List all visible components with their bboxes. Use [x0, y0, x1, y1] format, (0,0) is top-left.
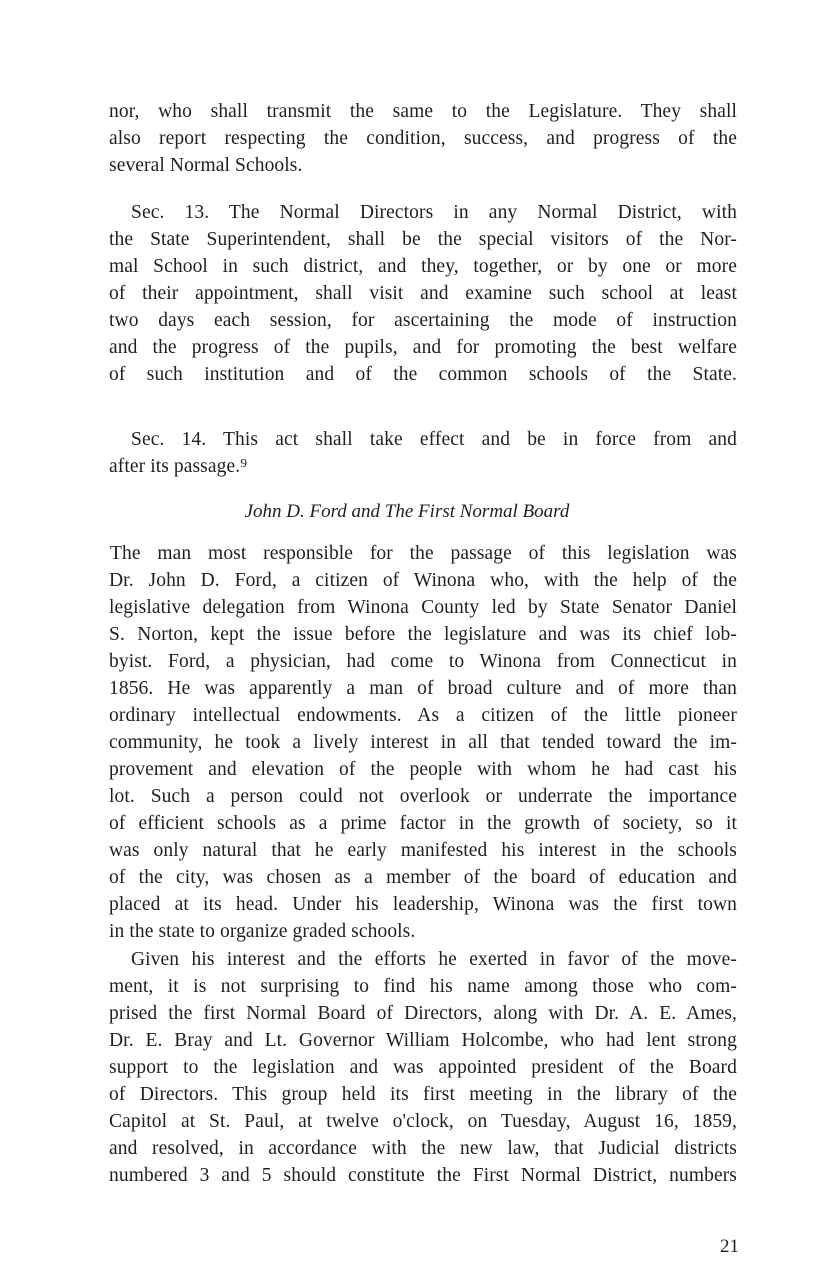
text-line: numbered 3 and 5 should constitute the First Normal District, numbers: [109, 1165, 737, 1186]
text-line: of their appointment, shall visit and examine such school at least: [109, 283, 737, 304]
paragraph-sec-14: [109, 426, 737, 480]
text-line: of the city, was chosen as a member of the board of education and: [109, 867, 737, 888]
text-line: The man most responsible for the passage of this legislation was: [110, 543, 737, 564]
text-line: ment, it is not surprising to find his name among those who com-: [109, 976, 737, 997]
text-line: byist. Ford, a physician, had come to Winona from Connecticut in: [109, 651, 737, 672]
text-line: several Normal Schools.: [109, 155, 303, 176]
paragraph-sec-13: [109, 199, 737, 388]
text-line: ordinary intellectual endowments. As a citizen of the little pioneer: [109, 705, 737, 726]
paragraph-board: [109, 946, 737, 1189]
page-number: 21: [720, 1236, 739, 1257]
text-line: provement and elevation of the people with whom he had cast his: [109, 759, 737, 780]
text-line: mal School in such district, and they, together, or by one or more: [109, 256, 737, 277]
text-line: of Directors. This group held its first meeting in the library of the: [109, 1084, 737, 1105]
text-line: community, he took a lively interest in all that tended toward the im-: [109, 732, 737, 753]
text-line: S. Norton, kept the issue before the legislature and was its chief lob-: [109, 624, 737, 645]
text-line: and the progress of the pupils, and for promoting the best welfare: [109, 337, 737, 358]
text-line: placed at its head. Under his leadership, Winona was the first town: [109, 894, 737, 915]
text-line: Dr. John D. Ford, a citizen of Winona who, with the help of the: [109, 570, 737, 591]
text-line: two days each session, for ascertaining the mode of instruction: [109, 310, 737, 331]
paragraph-continuation: [109, 98, 737, 179]
text-line: Sec. 14. This act shall take effect and be in force from and: [131, 429, 737, 450]
section-heading: John D. Ford and The First Normal Board: [244, 501, 570, 522]
text-line: of efficient schools as a prime factor in the growth of society, so it: [109, 813, 737, 834]
text-line: Capitol at St. Paul, at twelve o'clock, on Tuesday, August 16, 1859,: [109, 1111, 737, 1132]
text-line: and resolved, in accordance with the new law, that Judicial districts: [109, 1138, 737, 1159]
text-line: 1856. He was apparently a man of broad culture and of more than: [109, 678, 737, 699]
text-line: in the state to organize graded schools.: [109, 921, 416, 942]
text-line: legislative delegation from Winona County led by State Senator Daniel: [109, 597, 737, 618]
text-line: after its passage.⁹: [109, 456, 248, 477]
text-line: nor, who shall transmit the same to the Legislature. They shall: [109, 101, 737, 122]
text-line: Given his interest and the efforts he exerted in favor of the move-: [131, 949, 737, 970]
text-line: the State Superintendent, shall be the special visitors of the Nor-: [109, 229, 737, 250]
text-line: prised the first Normal Board of Directors, along with Dr. A. E. Ames,: [109, 1003, 737, 1024]
text-line: also report respecting the condition, success, and progress of the: [109, 128, 737, 149]
text-line: of such institution and of the common schools of the State.: [109, 364, 737, 385]
text-line: Sec. 13. The Normal Directors in any Normal District, with: [131, 202, 737, 223]
text-line: was only natural that he early manifested his interest in the schools: [109, 840, 737, 861]
text-line: Dr. E. Bray and Lt. Governor William Holcombe, who had lent strong: [109, 1030, 737, 1051]
paragraph-ford: [109, 540, 737, 945]
text-line: support to the legislation and was appointed president of the Board: [109, 1057, 737, 1078]
text-line: lot. Such a person could not overlook or underrate the importance: [109, 786, 737, 807]
